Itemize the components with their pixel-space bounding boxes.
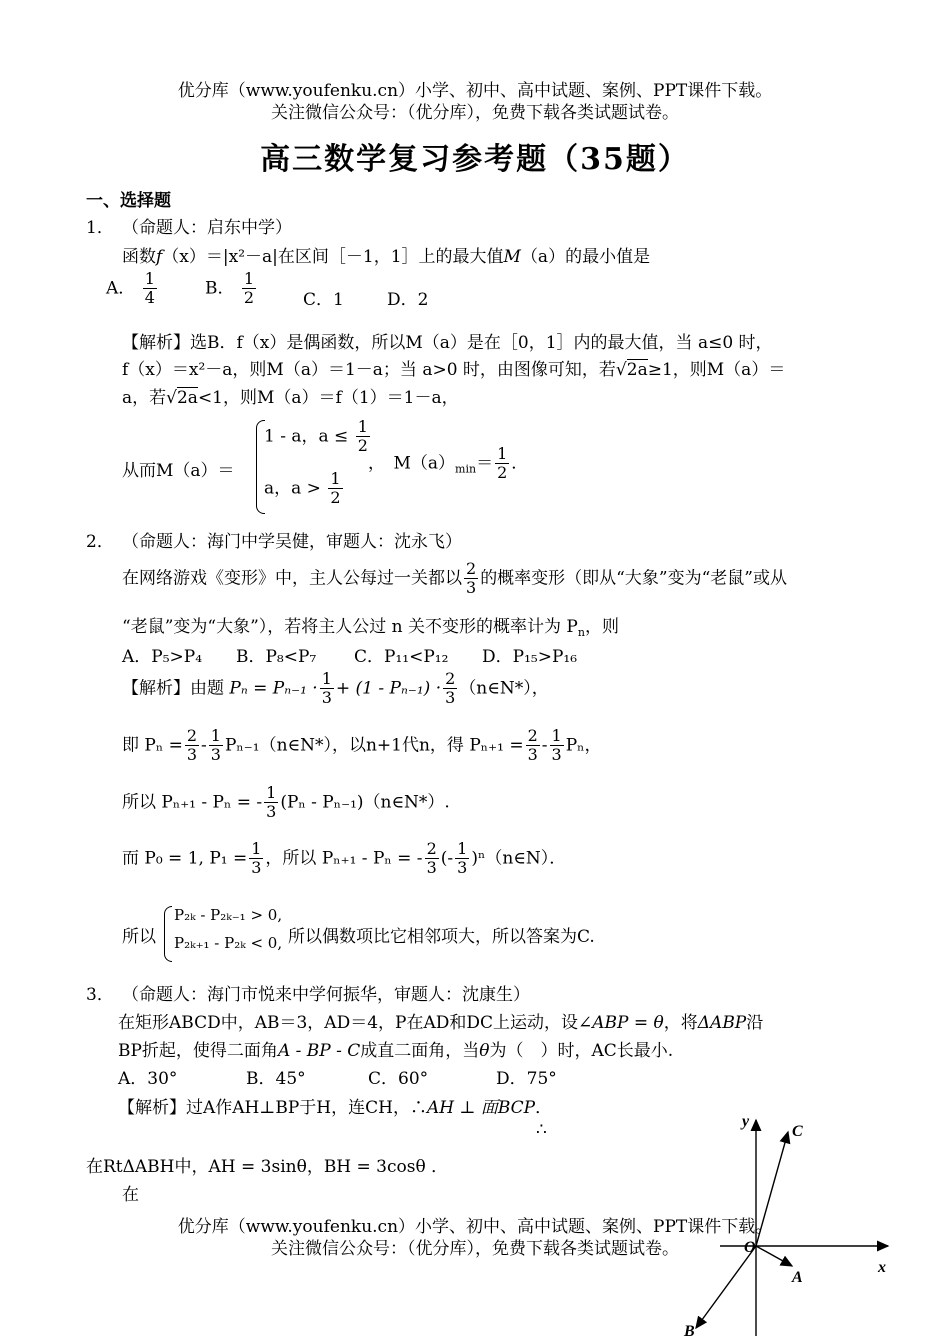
q3-option-d[interactable]: D．75° bbox=[496, 1069, 557, 1089]
q3-option-b[interactable]: B．45° bbox=[246, 1069, 306, 1089]
footer-line-1: 优分库（www.youfenku.cn）小学、初中、高中试题、案例、PPT课件下载。 bbox=[177, 1217, 773, 1237]
q2-solution-conclusion: 所以偶数项比它相邻项大，所以答案为C. bbox=[288, 927, 595, 947]
q1-piecewise-label: 从而M（a）＝ bbox=[122, 461, 235, 481]
label-b: B bbox=[684, 1323, 695, 1340]
q1-solution-line-1: 【解析】选B．f（x）是偶函数，所以M（a）是在［0，1］内的最大值，当 a≤0 时， bbox=[122, 333, 773, 353]
q2-option-a[interactable]: A．P₅>P₄ bbox=[122, 647, 203, 667]
q2-solution-line-1: 【解析】由题 Pₙ = Pₙ₋₁ · $\frac{1}{3}$ + (1 - Pₙ₋₁) · $\frac{2}{3}$ （n∈N*）， bbox=[122, 669, 549, 708]
q1-option-a[interactable]: A． $\frac{1}{4}$ bbox=[106, 269, 155, 308]
q3-solution-line-1: 【解析】过A作AH⊥BP于H，连CH，∴AH ⊥ 面BCP． bbox=[118, 1098, 553, 1118]
q1-option-b[interactable]: B． $\frac{1}{2}$ bbox=[205, 269, 255, 308]
q1-option-a-fraction: $\frac{1}{4}$ bbox=[144, 269, 155, 308]
footer-line-2: 关注微信公众号：（优分库），免费下载各类试题试卷。 bbox=[271, 1239, 679, 1259]
coordinate-figure bbox=[680, 1100, 910, 1340]
q2-option-c[interactable]: C．P₁₁<P₁₂ bbox=[354, 647, 449, 667]
q2-author: （命题人：海门中学吴健，审题人：沈永飞） bbox=[122, 532, 462, 552]
q1-stem: 函数f（x）＝|x²－a|在区间［－1，1］上的最大值M（a）的最小值是 bbox=[122, 247, 651, 267]
q1-option-c[interactable]: C．1 bbox=[303, 290, 344, 310]
label-y: y bbox=[742, 1113, 750, 1130]
vector-oc bbox=[756, 1132, 788, 1246]
label-o: O bbox=[744, 1239, 756, 1256]
q1-option-b-fraction: $\frac{1}{2}$ bbox=[243, 269, 255, 308]
q3-option-a[interactable]: A．30° bbox=[118, 1069, 178, 1089]
vector-ob bbox=[696, 1246, 756, 1328]
q1-author: （命题人：启东中学） bbox=[122, 218, 292, 238]
sqrt-sign-icon: √ bbox=[615, 360, 627, 380]
q3-stem-line-2: BP折起，使得二面角A - BP - C成直二面角，当θ为（ ）时，AC长最小. bbox=[118, 1041, 674, 1061]
q3-author: （命题人：海门市悦来中学何振华，审题人：沈康生） bbox=[122, 985, 530, 1005]
sqrt-sign-icon: √ bbox=[166, 388, 177, 408]
q2-option-d[interactable]: D．P₁₅>P₁₆ bbox=[482, 647, 578, 667]
header-line-2: 关注微信公众号：（优分库），免费下载各类试题试卷。 bbox=[271, 103, 679, 123]
q1-solution-line-3: a，若√2a<1，则M（a）＝f（1）＝1－a， bbox=[122, 388, 459, 408]
left-brace-icon bbox=[164, 906, 172, 962]
q2-solution-line-2: 即 Pₙ = $\frac{2}{3}$ - $\frac{1}{3}$ Pₙ₋₁（n∈N*），以n+1代n，得 Pₙ₊₁ = $\frac{2}{3}$ - $\frac{1}{3}$ Pₙ， bbox=[122, 726, 602, 765]
q2-stem-line-1: 在网络游戏《变形》中，主人公每过一关都以 $\frac{2}{3}$ 的概率变形（即从“大象”变为“老鼠”或从 bbox=[122, 559, 787, 598]
section-heading: 一、选择题 bbox=[86, 191, 171, 211]
label-a: A bbox=[792, 1269, 803, 1286]
q2-solution-line-4: 而 P₀ = 1, P₁ = $\frac{1}{3}$ ，所以 Pₙ₊₁ - Pₙ = - $\frac{2}{3}$ (- $\frac{1}{3}$ )ⁿ（n∈N）． bbox=[122, 839, 567, 878]
q2-system-line-2: P₂ₖ₊₁ - P₂ₖ < 0, bbox=[174, 934, 283, 952]
label-c: C bbox=[792, 1123, 803, 1140]
q3-stem-line-1: 在矩形ABCD中，AB＝3，AD＝4，P在AD和DC上运动，设∠ABP = θ，将ΔABP沿 bbox=[118, 1013, 764, 1033]
q3-solution-line-3: 在 bbox=[122, 1185, 139, 1205]
q1-case-2: a，a > $\frac{1}{2}$ bbox=[264, 469, 341, 508]
q1-minimum: ， $M(a)_{min}=$ $\frac{1}{2}$ ． bbox=[368, 444, 529, 483]
q2-stem-line-2: “老鼠”变为“大象”），若将主人公过 n 关不变形的概率计为 $P_n$，则 bbox=[122, 617, 619, 639]
q3-option-c[interactable]: C．60° bbox=[368, 1069, 429, 1089]
q2-solution-line-3: 所以 Pₙ₊₁ - Pₙ = - $\frac{1}{3}$ (Pₙ - Pₙ₋₁)（n∈N*）. bbox=[122, 783, 450, 822]
therefore-symbol: ∴ bbox=[536, 1120, 547, 1140]
q1-case-1: 1 - a，a ≤ $\frac{1}{2}$ bbox=[264, 417, 368, 456]
label-x: x bbox=[878, 1259, 886, 1276]
vector-oa bbox=[756, 1246, 792, 1266]
q2-option-b[interactable]: B．P₈<P₇ bbox=[236, 647, 317, 667]
q2-system-line-1: P₂ₖ - P₂ₖ₋₁ > 0, bbox=[174, 906, 283, 924]
q1-number: 1． bbox=[86, 218, 114, 238]
q2-number: 2． bbox=[86, 532, 114, 552]
q3-number: 3． bbox=[86, 985, 114, 1005]
page-title: 高三数学复习参考题（35题） bbox=[260, 142, 690, 177]
q2-solution-line-5-label: 所以 bbox=[122, 927, 156, 947]
header-line-1: 优分库（www.youfenku.cn）小学、初中、高中试题、案例、PPT课件下载。 bbox=[177, 81, 773, 101]
q3-solution-line-2: 在RtΔABH中，AH = 3sinθ，BH = 3cosθ ． bbox=[86, 1157, 449, 1177]
q1-solution-line-2: f（x）＝x²－a，则M（a）＝1－a；当 a>0 时，由图像可知，若√2a≥1，则M（a）＝ bbox=[122, 360, 786, 380]
q1-option-d[interactable]: D．2 bbox=[387, 290, 429, 310]
